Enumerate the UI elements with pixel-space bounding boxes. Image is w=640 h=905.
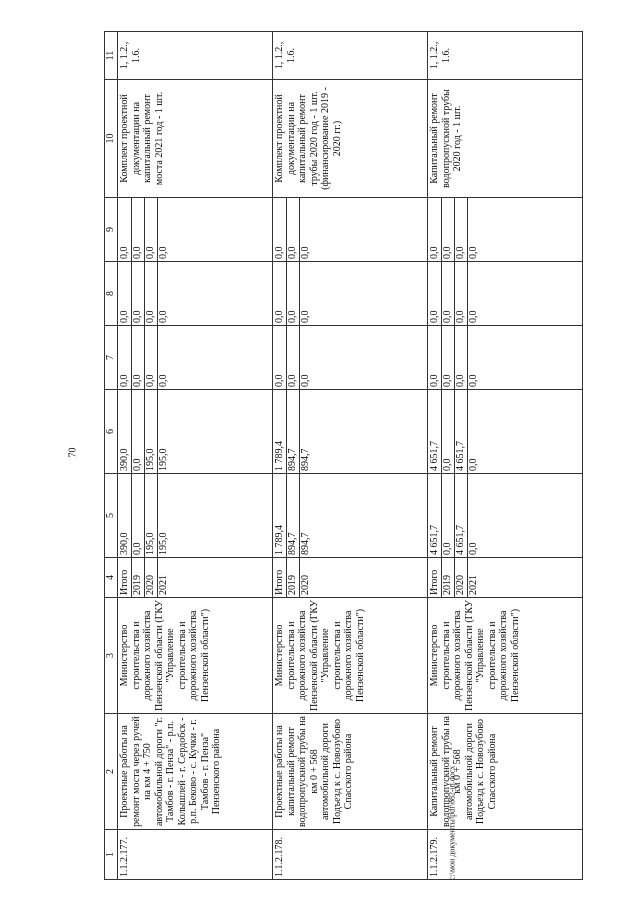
value-cell: 4 651,7: [429, 474, 442, 557]
value-cell: 0,0: [442, 390, 455, 473]
value-cell: 0,0: [455, 262, 468, 325]
row-executor: Министерство строительства и дорожного хозяйства Пензенской области (ГКУ "Управление строительства и дорожного хозяйства Пензенской области"): [273, 598, 428, 714]
row-result: Комплект проектной документации на капитальный ремонт моста 2021 год - 1 шт.: [118, 80, 273, 198]
year-cell: 2020: [145, 558, 158, 597]
value-cell: 0,0: [287, 198, 300, 261]
year-cell: Итого: [274, 558, 287, 597]
value-cell: 1 789,4: [274, 474, 287, 557]
year-cell: 2020: [300, 575, 311, 595]
value-cell: 0,0: [300, 310, 311, 323]
row-name: Капитальный ремонт водопропускной трубы на км 0 + 568 автомобильной дороги Подъезд к с. Новозубово Спасского района: [428, 714, 583, 830]
row-id: 1.1.2.178.: [273, 830, 428, 880]
row-reference: 1, 1.2., 1.6.: [273, 32, 428, 80]
value-cell: 894,7: [287, 474, 300, 557]
row-col8: [428, 262, 583, 326]
value-cell: 0,0: [429, 198, 442, 261]
value-cell: 0,0: [119, 262, 132, 325]
col-header: 7: [105, 326, 118, 390]
value-cell: 0,0: [274, 198, 287, 261]
row-years: [428, 558, 583, 598]
value-cell: 1 789,4: [274, 390, 287, 473]
value-cell: 0,0: [132, 326, 145, 389]
row-executor: Министерство строительства и дорожного хозяйства Пензенской области (ГКУ "Управление строительства и дорожного хозяйства Пензенской области"): [428, 598, 583, 714]
row-col9: [118, 198, 273, 262]
value-cell: 0,0: [132, 390, 145, 473]
year-cell: Итого: [119, 558, 132, 597]
col-header: 6: [105, 390, 118, 474]
value-cell: 0,0: [468, 246, 479, 259]
value-cell: 0,0: [429, 326, 442, 389]
row-total-funding: [273, 474, 428, 558]
year-cell: 2019: [442, 558, 455, 597]
value-cell: 0,0: [468, 458, 479, 471]
value-cell: 0,0: [442, 474, 455, 557]
header-row: [105, 32, 118, 880]
value-cell: 0,0: [429, 262, 442, 325]
value-cell: 0,0: [455, 326, 468, 389]
value-cell: 195,0: [158, 532, 169, 555]
row-regional-funding: [428, 390, 583, 474]
value-cell: 894,7: [300, 448, 311, 471]
row-name: Проектные работы на ремонт моста через ручей на км 4 + 750 автомобильной дороги "г. Тамбов - г. Пенза" - р.п. Колышлей - г. Сердобск - р.п. Беково - с. Кучки - г. Тамбов - г. Пенза" Пензенского района: [118, 714, 273, 830]
row-executor: Министерство строительства и дорожного хозяйства Пензенской области (ГКУ "Управление строительства и дорожного хозяйства Пензенской области"): [118, 598, 273, 714]
value-cell: 390,0: [119, 474, 132, 557]
page-number: 70: [67, 447, 79, 458]
year-cell: 2019: [287, 558, 300, 597]
row-years: [273, 558, 428, 598]
value-cell: 0,0: [442, 198, 455, 261]
value-cell: 894,7: [300, 532, 311, 555]
row-name: Проектные работы на капитальный ремонт водопропускной трубы на км 0 + 568 автомобильной дороги Подъезд к с. Новозубово Спасского района: [273, 714, 428, 830]
row-years: [118, 558, 273, 598]
value-cell: 0,0: [158, 374, 169, 387]
year-cell: 2020: [455, 558, 468, 597]
value-cell: 0,0: [300, 374, 311, 387]
col-header: 5: [105, 474, 118, 558]
table-row: [428, 32, 583, 880]
value-cell: 4 651,7: [455, 390, 468, 473]
row-reference: 1, 1.2., 1.6.: [428, 32, 583, 80]
footer-file-path: c:\мои документы\pdf\682-ш.docx: [447, 765, 457, 880]
value-cell: 0,0: [274, 262, 287, 325]
value-cell: 0,0: [442, 262, 455, 325]
value-cell: 195,0: [145, 390, 158, 473]
value-cell: 0,0: [132, 198, 145, 261]
value-cell: 0,0: [287, 262, 300, 325]
row-col9: [273, 198, 428, 262]
col-header: 4: [105, 558, 118, 598]
program-table: [104, 31, 583, 880]
value-cell: 0,0: [274, 326, 287, 389]
table-row: [118, 32, 273, 880]
value-cell: 0,0: [145, 198, 158, 261]
row-col7: [118, 326, 273, 390]
value-cell: 894,7: [287, 390, 300, 473]
value-cell: 0,0: [468, 542, 479, 555]
row-regional-funding: [118, 390, 273, 474]
row-id: 1.1.2.177.: [118, 830, 273, 880]
value-cell: 0,0: [300, 246, 311, 259]
value-cell: 0,0: [158, 246, 169, 259]
row-id: 1.1.2.179.: [428, 830, 583, 880]
year-cell: Итого: [429, 558, 442, 597]
table-row: [273, 32, 428, 880]
value-cell: 0,0: [132, 262, 145, 325]
value-cell: 0,0: [158, 310, 169, 323]
year-cell: 2019: [132, 558, 145, 597]
col-header: 11: [105, 32, 118, 80]
row-col8: [118, 262, 273, 326]
col-header: 9: [105, 198, 118, 262]
rotated-table-wrapper: [104, 32, 588, 880]
value-cell: 4 651,7: [429, 390, 442, 473]
value-cell: 0,0: [119, 198, 132, 261]
row-col8: [273, 262, 428, 326]
row-col7: [428, 326, 583, 390]
value-cell: 195,0: [158, 448, 169, 471]
value-cell: 0,0: [132, 474, 145, 557]
col-header: 10: [105, 80, 118, 198]
year-cell: 2021: [468, 575, 479, 595]
value-cell: 0,0: [468, 374, 479, 387]
value-cell: 195,0: [145, 474, 158, 557]
row-regional-funding: [273, 390, 428, 474]
value-cell: 4 651,7: [455, 474, 468, 557]
value-cell: 0,0: [119, 326, 132, 389]
row-reference: 1, 1.2., 1.6.: [118, 32, 273, 80]
row-total-funding: [118, 474, 273, 558]
col-header: 1: [105, 830, 118, 880]
row-col9: [428, 198, 583, 262]
row-col7: [273, 326, 428, 390]
value-cell: 0,0: [442, 326, 455, 389]
value-cell: 0,0: [455, 198, 468, 261]
value-cell: 0,0: [468, 310, 479, 323]
year-cell: 2021: [158, 575, 169, 595]
row-total-funding: [428, 474, 583, 558]
value-cell: 0,0: [145, 326, 158, 389]
value-cell: 390,0: [119, 390, 132, 473]
col-header: 3: [105, 598, 118, 714]
row-result: Комплект проектной документации на капитальный ремонт трубы 2020 год - 1 шт. (финансирование 2019 - 2020 гг.): [273, 80, 428, 198]
row-result: Капитальный ремонт водопропускной трубы 2020 год - 1 шт.: [428, 80, 583, 198]
value-cell: 0,0: [145, 262, 158, 325]
value-cell: 0,0: [287, 326, 300, 389]
col-header: 8: [105, 262, 118, 326]
col-header: 2: [105, 714, 118, 830]
